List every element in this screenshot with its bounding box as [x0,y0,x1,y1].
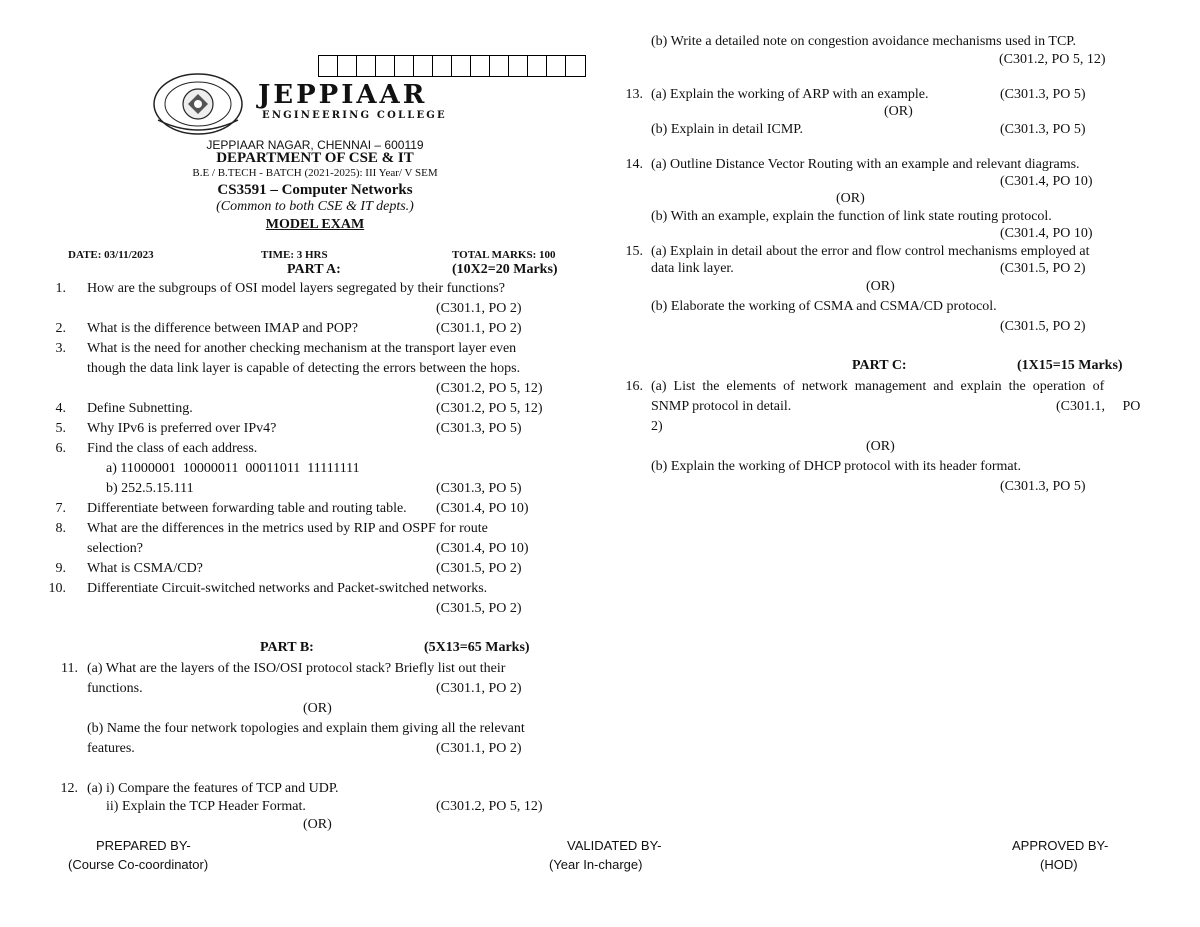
exam-date: DATE: 03/11/2023 [68,249,154,261]
question-co: (C301.1, PO 2) [436,681,522,696]
question-text: What is CSMA/CD? [87,561,203,576]
question-text: a) 11000001 10000011 00011011 11111111 [106,461,360,476]
question-text: b) 252.5.15.111 [106,481,194,496]
question-text: data link layer. [651,261,734,276]
question-text: ii) Explain the TCP Header Format. [106,799,306,814]
validated-by-role: (Year In-charge) [549,857,643,872]
batch-info: B.E / B.TECH - BATCH (2021-2025): III Year/ V SEM [192,167,438,179]
question-text: Define Subnetting. [87,401,193,416]
question-co: (C301.1, PO 2) [436,321,522,336]
question-co-continued: 2) [651,419,663,434]
question-co: (C301.3, PO 5) [436,481,522,496]
question-co: (C301.5, PO 2) [1000,319,1086,334]
question-number: 3. [55,341,66,356]
question-text: (a) Explain the working of ARP with an example. [651,87,929,102]
question-number: 8. [55,521,66,536]
college-brand-subtitle: ENGINEERING COLLEGE [262,110,447,121]
question-text: What is the need for another checking mechanism at the transport layer even [87,341,517,356]
question-co: (C301.5, PO 2) [1000,261,1086,276]
question-number: 9. [55,561,66,576]
exam-time: TIME: 3 HRS [261,249,328,261]
college-logo [152,70,244,136]
question-co: (C301.1, PO 2) [436,741,522,756]
register-number-boxes [318,55,586,77]
question-text: (b) Explain the working of DHCP protocol with its header format. [651,459,1022,474]
question-co: (C301.3, PO 5) [1000,122,1086,137]
question-number: 16. [625,379,643,394]
question-co: (C301.4, PO 10) [436,501,529,516]
question-co: (C301.4, PO 10) [1000,226,1093,241]
question-co: (C301.3, PO 5) [436,421,522,436]
or-separator: (OR) [836,191,865,206]
common-note: (Common to both CSE & IT depts.) [216,199,414,214]
question-number: 11. [61,661,78,676]
question-text: though the data link layer is capable of detecting the errors between the hops. [87,361,521,376]
prepared-by-label: PREPARED BY- [96,838,191,853]
question-text: (b) Write a detailed note on congestion avoidance mechanisms used in TCP. [651,34,1077,49]
validated-by-label: VALIDATED BY- [567,838,662,853]
question-co: (C301.2, PO 5, 12) [436,799,543,814]
course-title: CS3591 – Computer Networks [217,182,413,198]
part-b-title: PART B: [260,640,314,655]
question-text: (a) List the elements of network management and explain the operation of [651,379,1105,394]
question-text: (a) i) Compare the features of TCP and UDP. [87,781,339,796]
question-text: (b) Elaborate the working of CSMA and CSMA/CD protocol. [651,299,997,314]
question-number: 4. [55,401,66,416]
question-co: (C301.4, PO 10) [1000,174,1093,189]
question-co: (C301.3, PO 5) [1000,87,1086,102]
question-text: What are the differences in the metrics used by RIP and OSPF for route [87,521,488,536]
question-text: (b) With an example, explain the function of link state routing protocol. [651,209,1052,224]
question-number: 1. [55,281,66,296]
question-number: 10. [48,581,66,596]
question-co: (C301.4, PO 10) [436,541,529,556]
question-text: (a) Explain in detail about the error and flow control mechanisms employed at [651,244,1090,259]
approved-by-role: (HOD) [1040,857,1078,872]
question-number: 13. [625,87,643,102]
question-text: functions. [87,681,143,696]
question-text: Why IPv6 is preferred over IPv4? [87,421,277,436]
question-text: Differentiate between forwarding table and routing table. [87,501,407,516]
question-text: Differentiate Circuit-switched networks and Packet-switched networks. [87,581,488,596]
part-c-title: PART C: [852,358,907,373]
question-number: 6. [55,441,66,456]
question-number: 5. [55,421,66,436]
prepared-by-role: (Course Co-coordinator) [68,857,209,872]
question-co: (C301.2, PO 5, 12) [436,381,543,396]
question-text: (a) What are the layers of the ISO/OSI protocol stack? Briefly list out their [87,661,506,676]
or-separator: (OR) [866,279,895,294]
question-co: (C301.5, PO 2) [436,601,522,616]
department-title: DEPARTMENT OF CSE & IT [216,150,414,166]
or-separator: (OR) [303,701,332,716]
question-text: (b) Explain in detail ICMP. [651,122,804,137]
question-text: How are the subgroups of OSI model layers segregated by their functions? [87,281,505,296]
question-co: (C301.1, PO 2) [436,301,522,316]
question-number: 2. [55,321,66,336]
or-separator: (OR) [303,817,332,832]
part-a-title: PART A: [287,262,341,277]
question-co: (C301.1, PO [1056,399,1141,414]
approved-by-label: APPROVED BY- [1012,838,1109,853]
question-co: (C301.2, PO 5, 12) [999,52,1106,67]
question-text: What is the difference between IMAP and POP? [87,321,358,336]
question-text: Find the class of each address. [87,441,258,456]
question-text: features. [87,741,135,756]
question-co: (C301.2, PO 5, 12) [436,401,543,416]
question-number: 15. [625,244,643,259]
question-text: (a) Outline Distance Vector Routing with an example and relevant diagrams. [651,157,1080,172]
part-b-marks: (5X13=65 Marks) [424,640,530,655]
exam-total-marks: TOTAL MARKS: 100 [452,249,556,261]
exam-title: MODEL EXAM [265,217,365,232]
question-text: (b) Name the four network topologies and explain them giving all the relevant [87,721,525,736]
question-text: SNMP protocol in detail. [651,399,792,414]
college-address: JEPPIAAR NAGAR, CHENNAI – 600119 [206,138,424,152]
question-co: (C301.5, PO 2) [436,561,522,576]
or-separator: (OR) [884,104,913,119]
question-co: (C301.3, PO 5) [1000,479,1086,494]
college-brand: JEPPIAAR [258,80,428,110]
question-number: 12. [60,781,78,796]
or-separator: (OR) [866,439,895,454]
question-number: 7. [55,501,66,516]
part-a-marks: (10X2=20 Marks) [452,262,558,277]
question-text: selection? [87,541,143,556]
part-c-marks: (1X15=15 Marks) [1017,358,1123,373]
question-number: 14. [625,157,643,172]
